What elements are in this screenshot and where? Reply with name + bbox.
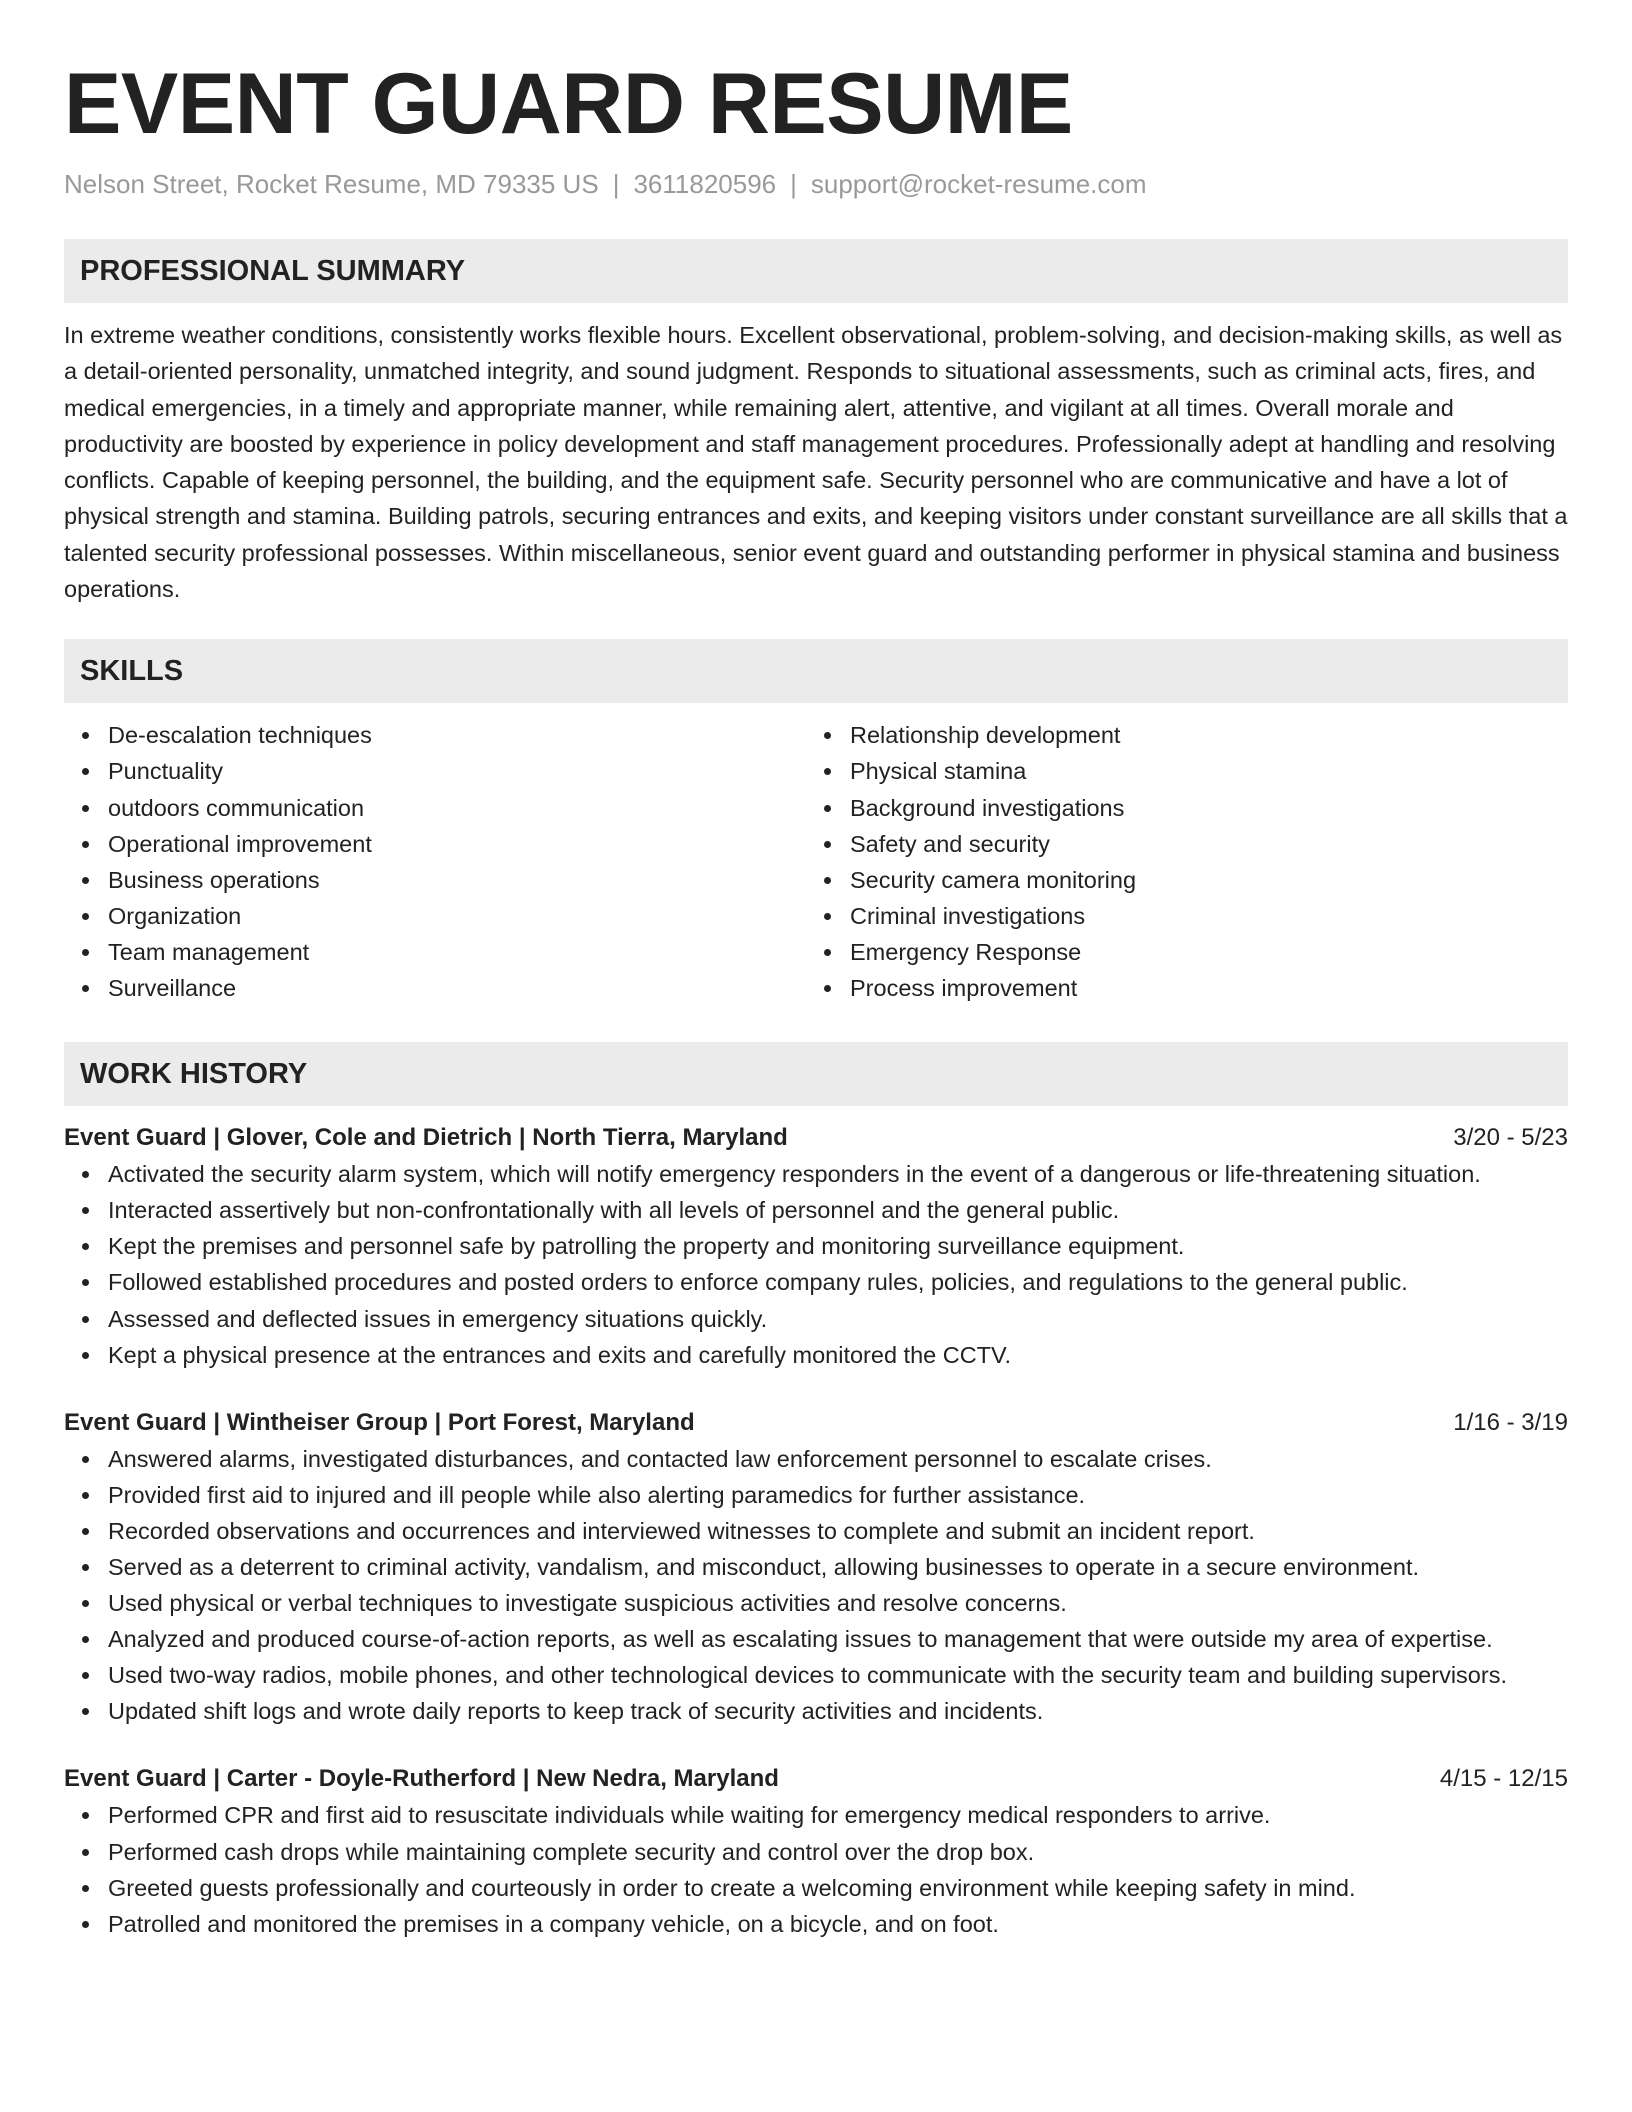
- job-bullet: Interacted assertively but non-confrontationally with all levels of personnel and the general public.: [64, 1192, 1568, 1228]
- skill-item: Organization: [64, 898, 806, 934]
- job-bullet: Updated shift logs and wrote daily reports to keep track of security activities and incidents.: [64, 1693, 1568, 1729]
- contact-separator: |: [612, 169, 620, 199]
- skill-item: Punctuality: [64, 753, 806, 789]
- job-dates: 3/20 - 5/23: [1453, 1124, 1568, 1152]
- job-bullet: Activated the security alarm system, which will notify emergency responders in the event of a dangerous or life-threatening situation.: [64, 1156, 1568, 1192]
- job-dates: 4/15 - 12/15: [1439, 1765, 1568, 1793]
- resume-title: EVENT GUARD RESUME: [64, 56, 1073, 152]
- job-bullets: [64, 1797, 1568, 1941]
- skills-list-left: [64, 717, 806, 1006]
- job-bullet: Assessed and deflected issues in emergency situations quickly.: [64, 1301, 1568, 1337]
- job-bullet: Performed cash drops while maintaining complete security and control over the drop box.: [64, 1834, 1568, 1870]
- job-dates: 1/16 - 3/19: [1453, 1408, 1568, 1436]
- job-bullet: Analyzed and produced course-of-action reports, as well as escalating issues to management that were outside my area of expertise.: [64, 1621, 1568, 1657]
- skill-item: Background investigations: [806, 790, 1548, 826]
- skill-item: Relationship development: [806, 717, 1548, 753]
- contact-line: [64, 166, 1568, 202]
- skill-item: Business operations: [64, 862, 806, 898]
- skills-list-right: [806, 717, 1548, 1006]
- job-bullet: Served as a deterrent to criminal activity, vandalism, and misconduct, allowing businesses to operate in a secure environment.: [64, 1549, 1568, 1585]
- job-bullet: Performed CPR and first aid to resuscitate individuals while waiting for emergency medical responders to arrive.: [64, 1797, 1568, 1833]
- job-bullet: Kept a physical presence at the entrances and exits and carefully monitored the CCTV.: [64, 1337, 1568, 1373]
- job-bullets: [64, 1441, 1568, 1730]
- job-header: [64, 1405, 1568, 1441]
- section-header-work-history: WORK HISTORY: [64, 1042, 1568, 1106]
- job-title: Event Guard | Carter - Doyle-Rutherford | New Nedra, Maryland: [64, 1765, 779, 1793]
- skill-item: Security camera monitoring: [806, 862, 1548, 898]
- job-bullet: Patrolled and monitored the premises in a company vehicle, on a bicycle, and on foot.: [64, 1906, 1568, 1942]
- job-bullet: Greeted guests professionally and courteously in order to create a welcoming environment while keeping safety in mind.: [64, 1870, 1568, 1906]
- job-bullet: Answered alarms, investigated disturbances, and contacted law enforcement personnel to escalate crises.: [64, 1441, 1568, 1477]
- job-bullet: Kept the premises and personnel safe by patrolling the property and monitoring surveillance equipment.: [64, 1228, 1568, 1264]
- skill-item: Criminal investigations: [806, 898, 1548, 934]
- skill-item: Physical stamina: [806, 753, 1548, 789]
- skill-item: Surveillance: [64, 970, 806, 1006]
- skill-item: outdoors communication: [64, 790, 806, 826]
- skills-columns: [64, 717, 1568, 1006]
- contact-email[interactable]: support@rocket-resume.com: [810, 169, 1147, 199]
- job-entry: [64, 1405, 1568, 1730]
- job-bullet: Provided first aid to injured and ill people while also alerting paramedics for further assistance.: [64, 1477, 1568, 1513]
- contact-address: Nelson Street, Rocket Resume, MD 79335 US: [64, 169, 599, 199]
- section-header-summary: PROFESSIONAL SUMMARY: [64, 239, 1568, 303]
- skill-item: De-escalation techniques: [64, 717, 806, 753]
- job-entry: [64, 1761, 1568, 1941]
- contact-phone: 3611820596: [633, 169, 777, 199]
- job-bullet: Used two-way radios, mobile phones, and other technological devices to communicate with the security team and building supervisors.: [64, 1657, 1568, 1693]
- job-bullet: Recorded observations and occurrences and interviewed witnesses to complete and submit an incident report.: [64, 1513, 1568, 1549]
- summary-text: In extreme weather conditions, consistently works flexible hours. Excellent observational, problem-solving, and decision-making skills, as well as a detail-oriented personality, unmatched integrity, and sound judgment. Responds to situational assessments, such as criminal acts, fires, and medical emergencies, in a timely and appropriate manner, while remaining alert, attentive, and vigilant at all times. Overall morale and productivity are boosted by experience in policy development and staff management procedures. Professionally adept at handling and resolving conflicts. Capable of keeping personnel, the building, and the equipment safe. Security personnel who are communicative and have a lot of physical strength and stamina. Building patrols, securing entrances and exits, and keeping visitors under constant surveillance are all skills that a talented security professional possesses. Within miscellaneous, senior event guard and outstanding performer in physical stamina and business operations.: [64, 322, 1568, 603]
- job-bullet: Followed established procedures and posted orders to enforce company rules, policies, and regulations to the general public.: [64, 1264, 1568, 1300]
- section-header-skills: SKILLS: [64, 639, 1568, 703]
- skill-item: Safety and security: [806, 826, 1548, 862]
- skill-item: Team management: [64, 934, 806, 970]
- job-bullet: Used physical or verbal techniques to investigate suspicious activities and resolve concerns.: [64, 1585, 1568, 1621]
- contact-separator: |: [790, 169, 797, 199]
- skill-item: Process improvement: [806, 970, 1548, 1006]
- job-bullets: [64, 1156, 1568, 1373]
- job-header: [64, 1120, 1568, 1156]
- skill-item: Operational improvement: [64, 826, 806, 862]
- job-title: Event Guard | Glover, Cole and Dietrich | North Tierra, Maryland: [64, 1124, 788, 1152]
- job-entry: [64, 1120, 1568, 1373]
- job-title: Event Guard | Wintheiser Group | Port Forest, Maryland: [64, 1408, 695, 1436]
- skill-item: Emergency Response: [806, 934, 1548, 970]
- job-header: [64, 1761, 1568, 1797]
